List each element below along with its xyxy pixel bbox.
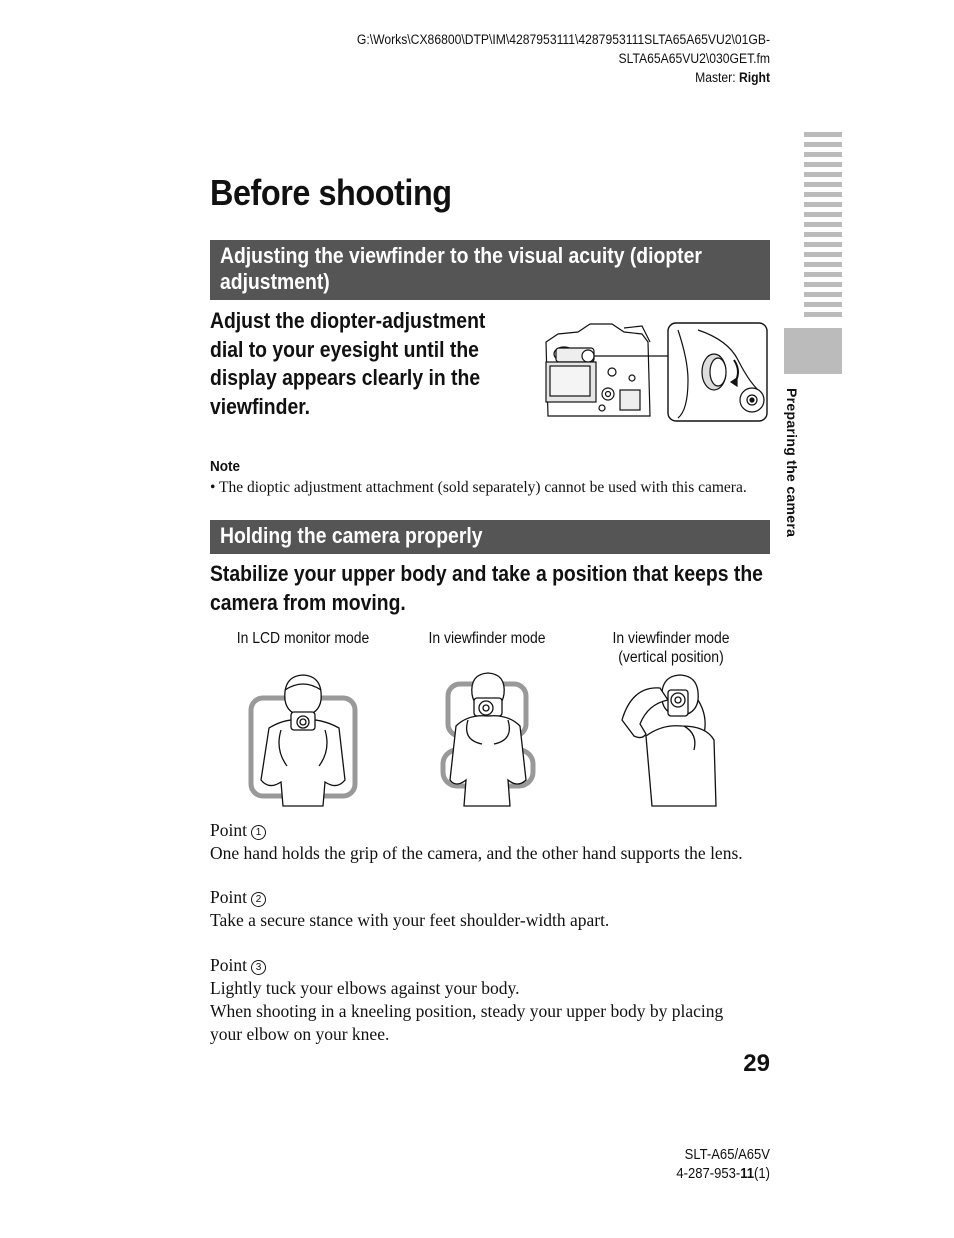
holding-instruction: Stabilize your upper body and take a position that keeps the camera from moving. (210, 561, 763, 615)
caption-vertical-mode: In viewfinder mode (vertical position) (612, 630, 730, 666)
caption-lcd-mode: In LCD monitor mode (236, 630, 370, 647)
point-3: Point 3 Lightly tuck your elbows against your body. When shooting in a kneeling position, steady your upper body by placing your elbow on your knee. (210, 955, 724, 1044)
page-number: 29 (743, 1050, 770, 1077)
section-heading-diopter: Adjusting the viewfinder to the visual acuity (diopter adjustment) (210, 240, 770, 300)
footer-model: SLT-A65/A65V (684, 1147, 770, 1163)
point-number-badge: 2 (251, 892, 266, 907)
file-path-line-2: SLTA65A65VU2\030GET.fm (618, 51, 770, 66)
diopter-instruction: Adjust the diopter-adjustment dial to your eyesight until the display appears clearly in the viewfinder. (210, 308, 486, 419)
footer (676, 1146, 770, 1184)
note-heading: Note (210, 458, 241, 475)
master-line: Master: Right (695, 70, 770, 85)
point-1: Point 1 One hand holds the grip of the camera, and the other hand supports the lens. (210, 820, 743, 863)
note-text: • The dioptic adjustment attachment (sold separately) cannot be used with this camera. (210, 479, 747, 496)
vertical-mode-figure (612, 670, 732, 810)
point-number-badge: 1 (251, 825, 266, 840)
section-tab-stripes (804, 132, 842, 322)
caption-viewfinder-mode: In viewfinder mode (428, 630, 546, 647)
footer-code: 4-287-953-11(1) (676, 1166, 770, 1182)
side-tab-label: Preparing the camera (784, 388, 800, 538)
camera-diopter-illustration (538, 320, 772, 426)
point-number-badge: 3 (251, 960, 266, 975)
file-path-header (357, 30, 770, 87)
point-2: Point 2 Take a secure stance with your feet shoulder-width apart. (210, 887, 610, 930)
viewfinder-mode-figure (438, 670, 538, 810)
section-heading-holding: Holding the camera properly (210, 520, 770, 554)
page-title: Before shooting (210, 172, 452, 213)
section-tab-active (784, 328, 842, 374)
lcd-mode-figure (245, 670, 365, 810)
file-path-line-1: G:\Works\CX86800\DTP\IM\4287953111\4287953111SLTA65A65VU2\01GB- (356, 32, 770, 47)
